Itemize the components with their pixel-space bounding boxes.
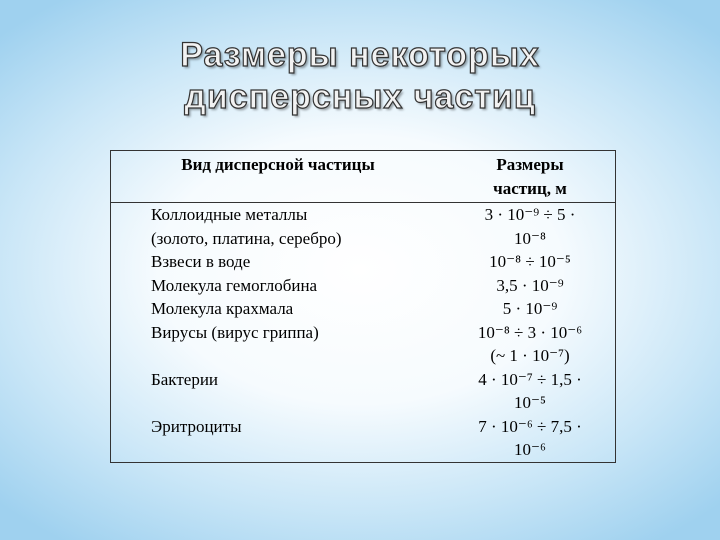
particle-name-cell [111, 415, 446, 463]
slide-title-line-2: дисперсных частиц [184, 78, 536, 116]
particle-size-value: 10⁻⁵ [514, 393, 546, 412]
particle-size-value: 10⁻⁶ [514, 440, 546, 459]
particle-size-value: 10⁻⁸ ÷ 10⁻⁵ [489, 252, 571, 271]
header-particle-size-line-2: частиц, м [493, 178, 567, 198]
particle-size-value: 4 · 10⁻⁷ ÷ 1,5 · [478, 369, 582, 389]
particle-name: Молекула крахмала [151, 299, 294, 318]
table-row [111, 203, 616, 368]
table-row [111, 368, 616, 415]
particle-size-value: (~ 1 · 10⁻⁷) [490, 346, 570, 365]
particle-size-value: 3 · 10⁻⁹ ÷ 5 · [484, 205, 576, 224]
particle-name-cell [111, 203, 446, 368]
particle-size-cell [445, 203, 616, 368]
particle-name: Коллоидные металлы [151, 205, 308, 224]
header-particle-size [445, 151, 616, 203]
particle-name: Бактерии [151, 369, 219, 389]
header-particle-type [111, 151, 446, 203]
particle-name: Эритроциты [151, 416, 242, 436]
particle-name: Молекула гемоглобина [151, 275, 318, 295]
particle-size-table [110, 150, 616, 463]
particle-size-value: 10⁻⁸ [514, 228, 546, 248]
slide-title [0, 34, 720, 118]
header-particle-size-line-1: Размеры [496, 155, 564, 174]
particle-name: Вирусы (вирус гриппа) [151, 322, 319, 342]
particle-name: (золото, платина, серебро) [151, 228, 342, 248]
particle-size-value: 10⁻⁸ ÷ 3 · 10⁻⁶ [477, 322, 583, 342]
particle-name-cell [111, 368, 446, 415]
table-row [111, 415, 616, 463]
particle-size-value: 3,5 · 10⁻⁹ [496, 275, 564, 295]
particle-size-value: 7 · 10⁻⁶ ÷ 7,5 · [478, 416, 582, 436]
particle-size-cell [445, 368, 616, 415]
particle-size-cell [445, 415, 616, 463]
particle-size-value: 5 · 10⁻⁹ [502, 299, 558, 318]
slide-title-line-1: Размеры некоторых [180, 36, 540, 74]
particle-name: Взвеси в воде [151, 252, 251, 271]
table-header-row [111, 151, 616, 203]
header-particle-type-label: Вид дисперсной частицы [181, 155, 375, 174]
